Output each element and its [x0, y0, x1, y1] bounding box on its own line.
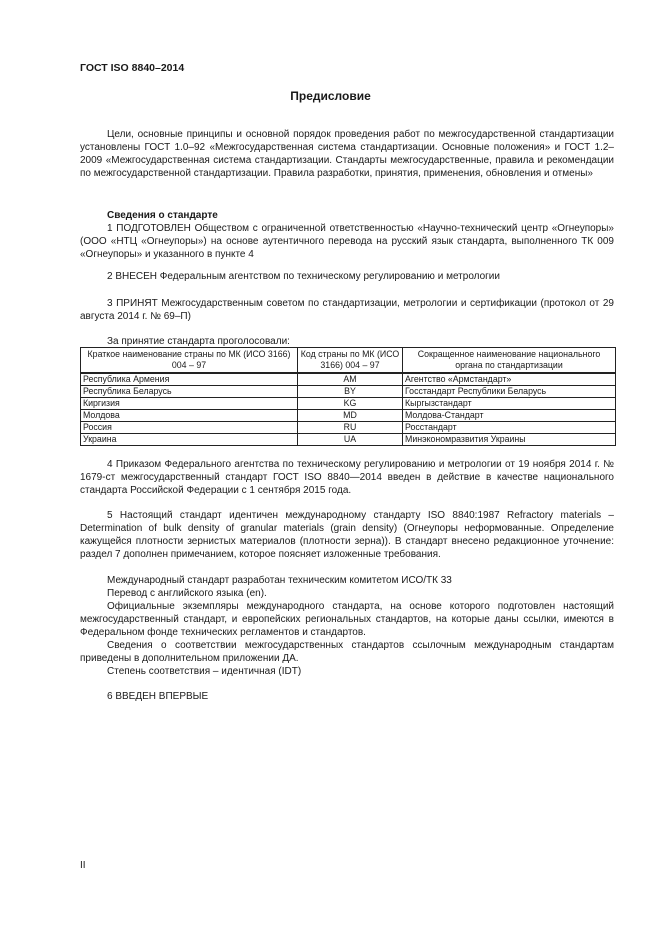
body-cell: Госстандарт Республики Беларусь	[403, 386, 616, 398]
info-heading: Сведения о стандарте	[107, 210, 218, 221]
item-1-prepared: 1 ПОДГОТОВЛЕН Обществом с ограниченной ответственностью «Научно-технический центр «Огнеупоры» (ООО «НТЦ «Огнеупоры») на основе аутентичного перевода на русский язык стандарта, выполненного ТК 009 «Огнеупоры» и указанного в пункте 4	[80, 223, 614, 260]
country-cell: Молдова	[81, 410, 298, 422]
item-3-adopted: 3 ПРИНЯТ Межгосударственным советом по стандартизации, метрологии и сертификации (протокол от 29 августа 2014 г. № 69–П)	[80, 298, 614, 322]
table-row	[81, 373, 616, 386]
page-title: Предисловие	[290, 89, 371, 103]
item-5-translation: Перевод с английского языка (en).	[107, 588, 267, 599]
item-5-official-copies: Официальные экземпляры международного стандарта, на основе которого подготовлен настоящий межгосударственный стандарт, и европейских региональных стандартов, на которые даны ссылки, имеются в Федеральном фонде технических регламентов и стандартов.	[80, 601, 614, 638]
document-code-header: ГОСТ ISO 8840–2014	[80, 62, 185, 74]
body-cell: Росстандарт	[403, 422, 616, 434]
code-cell: BY	[298, 386, 403, 398]
item-2-introduced: 2 ВНЕСЕН Федеральным агентством по техническому регулированию и метрологии	[107, 271, 500, 282]
country-cell: Республика Армения	[81, 373, 298, 386]
item-6-first-introduced: 6 ВВЕДЕН ВПЕРВЫЕ	[107, 691, 209, 702]
column-header-body: Сокращенное наименование национального органа по стандартизации	[403, 348, 616, 374]
column-header-code: Код страны по МК (ИСО 3166) 004 – 97	[298, 348, 403, 374]
table-row	[81, 434, 616, 446]
country-cell: Киргизия	[81, 398, 298, 410]
table-header-row	[81, 348, 616, 374]
code-cell: MD	[298, 410, 403, 422]
body-cell: Молдова-Стандарт	[403, 410, 616, 422]
vote-caption: За принятие стандарта проголосовали:	[107, 336, 290, 347]
code-cell: RU	[298, 422, 403, 434]
intro-paragraph: Цели, основные принципы и основной порядок проведения работ по межгосударственной стандартизации установлены ГОСТ 1.0–92 «Межгосударственная система стандартизации. Основные положения» и ГОСТ 1.2–2009 «Межгосударственная система стандартизации. Стандарты межгосударственные, правила и рекомендации по межгосударственной стандартизации. Правила разработки, принятия, применения, обновления и отмены»	[80, 129, 614, 179]
column-header-country: Краткое наименование страны по МК (ИСО 3166) 004 – 97	[81, 348, 298, 374]
body-cell: Кыргызстандарт	[403, 398, 616, 410]
table-row	[81, 422, 616, 434]
code-cell: AM	[298, 373, 403, 386]
item-5-degree: Степень соответствия – идентичная (IDT)	[107, 666, 302, 677]
country-cell: Украина	[81, 434, 298, 446]
country-cell: Россия	[81, 422, 298, 434]
body-cell: Минэкономразвития Украины	[403, 434, 616, 446]
code-cell: UA	[298, 434, 403, 446]
item-5-identical: 5 Настоящий стандарт идентичен международному стандарту ISO 8840:1987 Refractory materials – Determination of bulk density of granular materials (grain density) (Огнеупоры неформованные. Определение кажущейся плотности зернистых материалов (плотности зерна)). В стандарт внесено редакционное уточнение: раздел 7 дополнен примечанием, которое поясняет изложенные требования.	[80, 510, 614, 560]
table-row	[81, 386, 616, 398]
voting-countries-table	[80, 347, 616, 446]
page-number: II	[80, 860, 86, 871]
item-5-correspondence-info: Сведения о соответствии межгосударственных стандартов ссылочным международным стандартам приведены в дополнительном приложении ДА.	[80, 640, 614, 664]
code-cell: KG	[298, 398, 403, 410]
item-4-order: 4 Приказом Федерального агентства по техническому регулированию и метрологии от 19 ноября 2014 г. № 1679-ст межгосударственный стандарт ГОСТ ISO 8840—2014 введен в действие в качестве национального стандарта Российской Федерации с 1 сентября 2015 года.	[80, 459, 614, 496]
body-cell: Агентство «Армстандарт»	[403, 373, 616, 386]
country-cell: Республика Беларусь	[81, 386, 298, 398]
table-row	[81, 410, 616, 422]
table-row	[81, 398, 616, 410]
item-5-technical-committee: Международный стандарт разработан техническим комитетом ИСО/ТК 33	[107, 575, 452, 586]
